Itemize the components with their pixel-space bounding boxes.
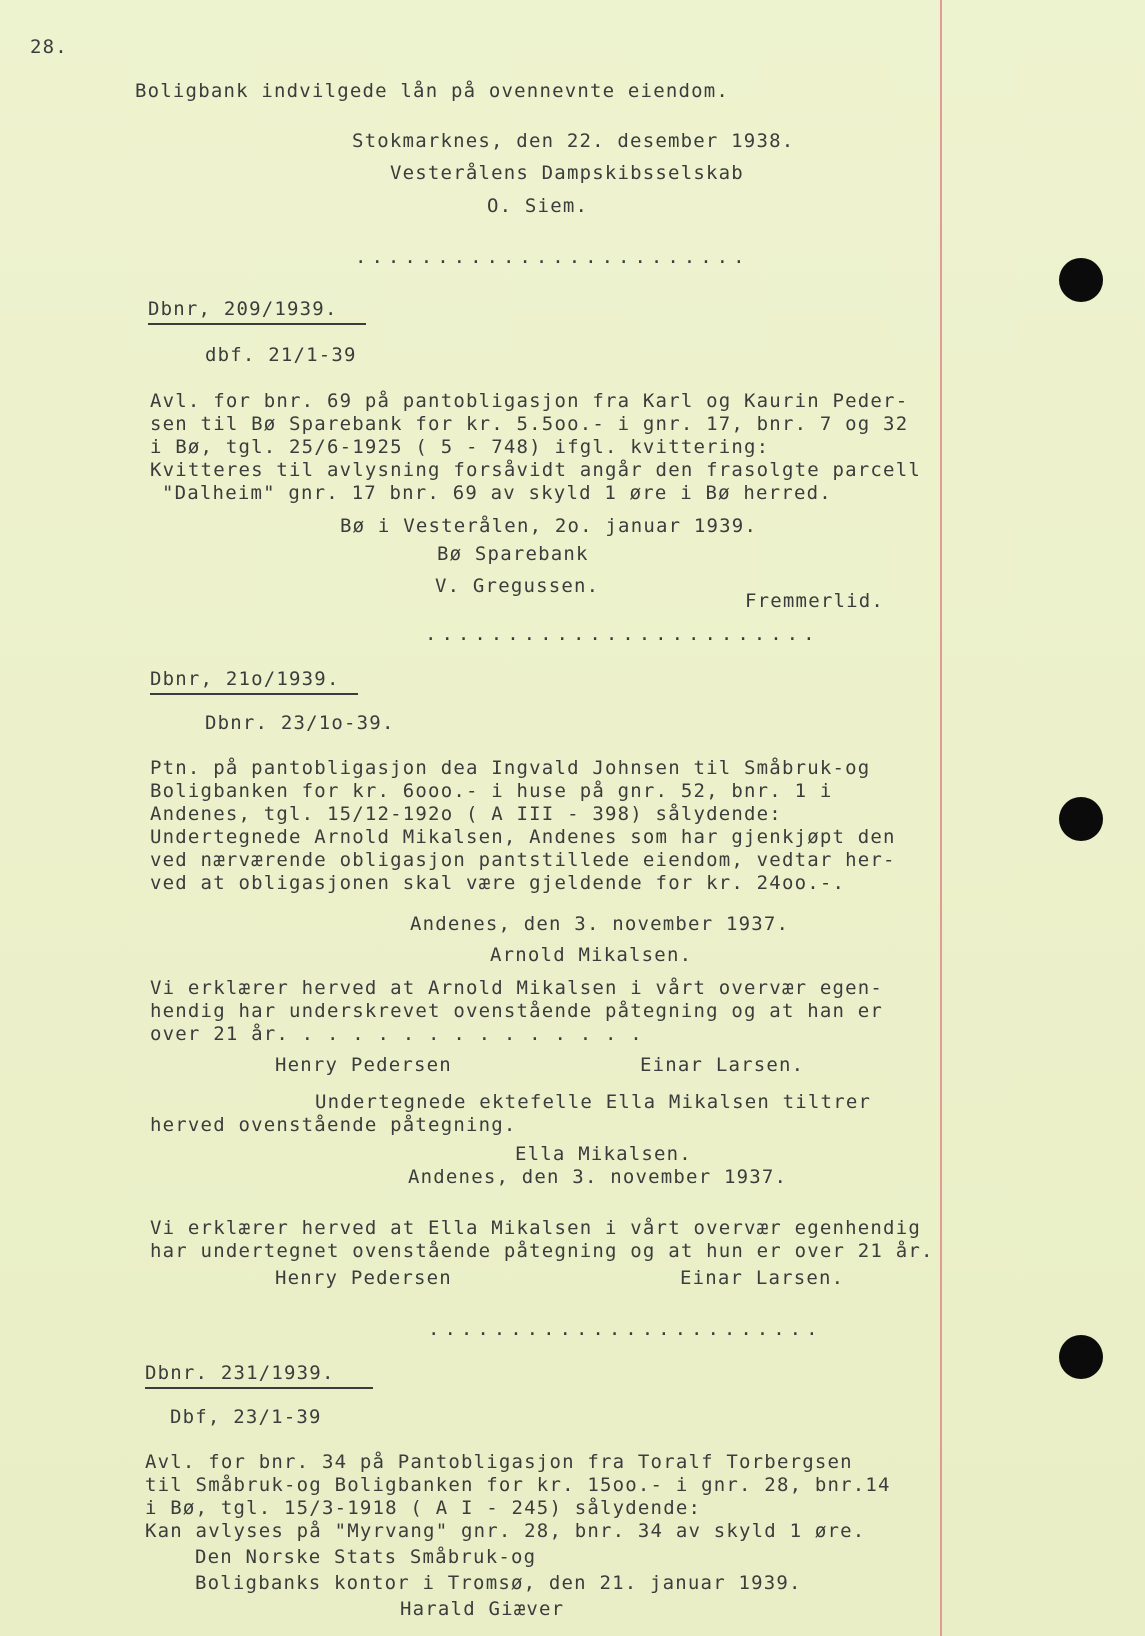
entry1-line: "Dalheim" gnr. 17 bnr. 69 av skyld 1 øre i Bø herred. [162, 482, 832, 504]
punch-hole [1059, 797, 1103, 841]
entry2-spouse-line: herved ovenstående påtegning. [150, 1114, 517, 1136]
entry2-witness-line2: har undertegnet ovenstående påtegning og at hun er over 21 år. [150, 1240, 934, 1262]
entry1-heading: Dbnr, 209/1939. [148, 298, 366, 325]
margin-line [940, 0, 942, 1636]
sig1-company: Vesterålens Dampskibsselskab [390, 162, 744, 184]
entry2-witness4: Einar Larsen. [680, 1267, 845, 1289]
entry2-place-date2: Andenes, den 3. november 1937. [408, 1166, 788, 1188]
punch-hole [1059, 258, 1103, 302]
entry2-witness3: Henry Pedersen [275, 1267, 452, 1289]
entry2-spouse-signer: Ella Mikalsen. [515, 1143, 692, 1165]
entry2-line: Andenes, tgl. 15/12-192o ( A III - 398) sålydende: [150, 803, 782, 825]
entry3-heading: Dbnr. 231/1939. [145, 1362, 373, 1389]
entry1-line: Avl. for bnr. 69 på pantobligasjon fra Karl og Kaurin Peder- [150, 390, 909, 412]
entry2-witness1: Henry Pedersen [275, 1054, 452, 1076]
entry1-signer2: Fremmerlid. [745, 590, 885, 612]
separator: ........................ [428, 1318, 823, 1340]
entry2-date: Dbnr. 23/1o-39. [205, 712, 395, 734]
entry2-heading: Dbnr, 21o/1939. [150, 668, 358, 695]
entry3-bank-line: Boligbanks kontor i Tromsø, den 21. januar 1939. [195, 1572, 802, 1594]
entry2-line: Undertegnede Arnold Mikalsen, Andenes som har gjenkjøpt den [150, 826, 896, 848]
entry1-line: sen til Bø Sparebank for kr. 5.5oo.- i gnr. 17, bnr. 7 og 32 [150, 413, 909, 435]
entry2-witness-line: over 21 år. . . . . . . . . . . . . . . [150, 1023, 643, 1045]
entry1-bank: Bø Sparebank [437, 543, 589, 565]
entry2-witness-line: hendig har underskrevet ovenstående påtegning og at han er [150, 1000, 884, 1022]
entry2-witness-line: Vi erklærer herved at Arnold Mikalsen i vårt overvær egen- [150, 977, 884, 999]
entry2-place-date: Andenes, den 3. november 1937. [410, 913, 790, 935]
entry3-line: Kan avlyses på "Myrvang" gnr. 28, bnr. 34 av skyld 1 øre. [145, 1520, 866, 1542]
entry2-line: Ptn. på pantobligasjon dea Ingvald Johnsen til Småbruk-og [150, 757, 871, 779]
entry3-bank-line: Den Norske Stats Småbruk-og [195, 1546, 537, 1568]
entry3-signer: Harald Giæver [400, 1598, 565, 1620]
entry2-witness2: Einar Larsen. [640, 1054, 805, 1076]
entry2-line: ved nærværende obligasjon pantstillede eiendom, vedtar her- [150, 849, 896, 871]
sig1-place-date: Stokmarknes, den 22. desember 1938. [352, 130, 795, 152]
entry3-line: Avl. for bnr. 34 på Pantobligasjon fra Toralf Torbergsen [145, 1451, 853, 1473]
punch-hole [1059, 1335, 1103, 1379]
entry1-date: dbf. 21/1-39 [205, 344, 357, 366]
page-number: 28. [30, 36, 68, 58]
entry1-line: i Bø, tgl. 25/6-1925 ( 5 - 748) ifgl. kvittering: [150, 436, 770, 458]
entry1-signer: V. Gregussen. [435, 575, 600, 597]
entry3-date: Dbf, 23/1-39 [170, 1406, 322, 1428]
entry1-place-date: Bø i Vesterålen, 2o. januar 1939. [340, 515, 758, 537]
sig1-name: O. Siem. [487, 195, 589, 217]
entry2-line: ved at obligasjonen skal være gjeldende for kr. 24oo.-. [150, 872, 846, 894]
entry3-line: til Småbruk-og Boligbanken for kr. 15oo.- i gnr. 28, bnr.14 [145, 1474, 891, 1496]
intro-line: Boligbank indvilgede lån på ovennevnte eiendom. [135, 80, 730, 102]
entry2-signer: Arnold Mikalsen. [490, 944, 693, 966]
entry2-witness-line2: Vi erklærer herved at Ella Mikalsen i vårt overvær egenhendig [150, 1217, 921, 1239]
entry1-line: Kvitteres til avlysning forsåvidt angår den frasolgte parcell [150, 459, 921, 481]
entry3-line: i Bø, tgl. 15/3-1918 ( A I - 245) sålydende: [145, 1497, 702, 1519]
entry2-line: Boligbanken for kr. 6ooo.- i huse på gnr. 52, bnr. 1 i [150, 780, 833, 802]
separator: ........................ [355, 246, 750, 268]
separator: ........................ [425, 623, 820, 645]
entry2-spouse-line: Undertegnede ektefelle Ella Mikalsen tiltrer [315, 1091, 872, 1113]
